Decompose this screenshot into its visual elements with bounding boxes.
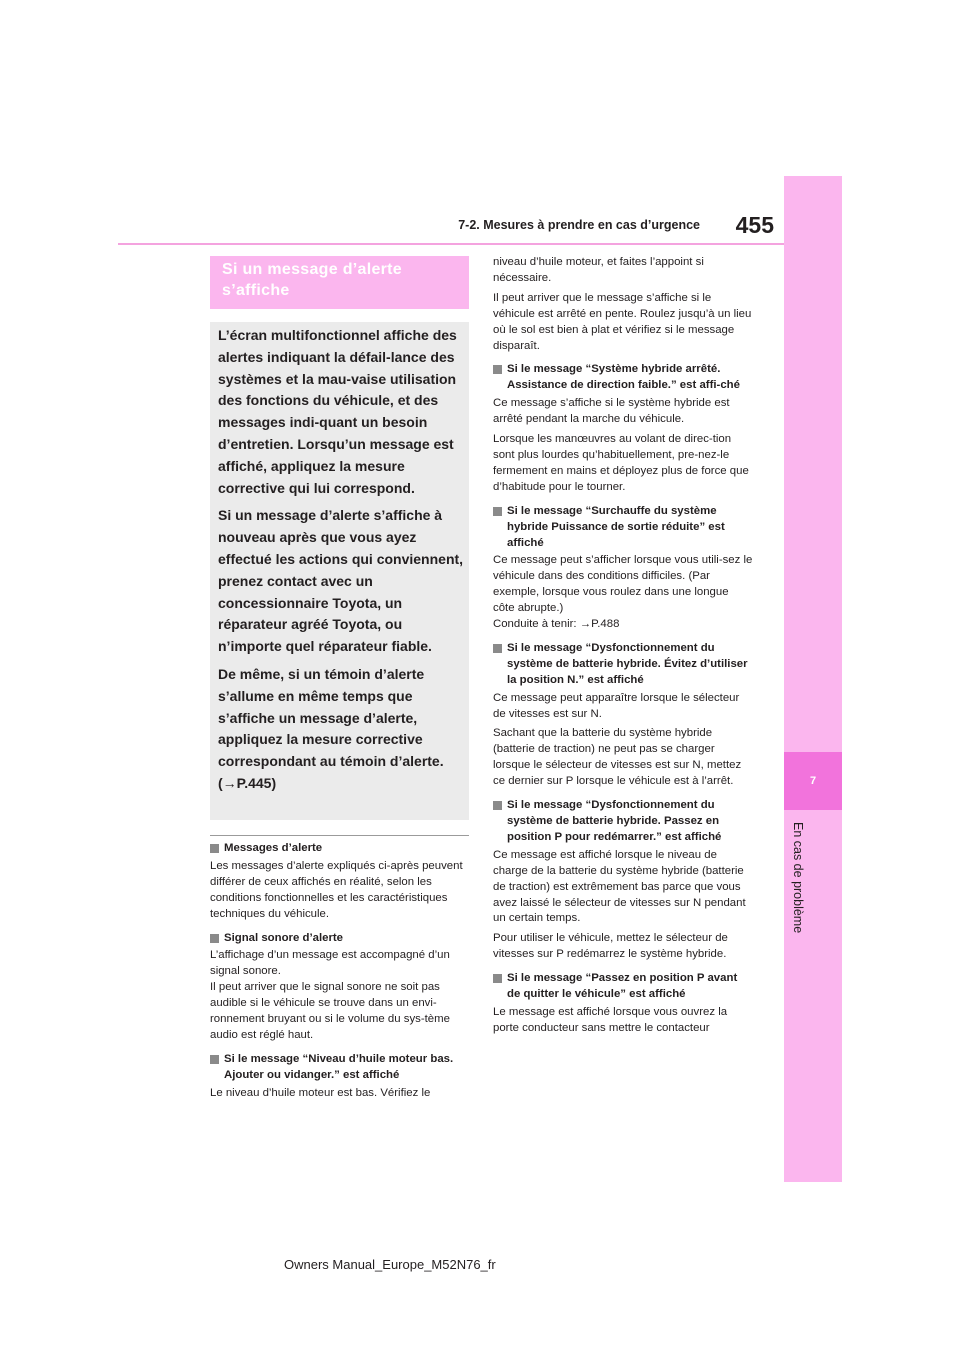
square-bullet-icon (210, 844, 219, 853)
square-bullet-icon (210, 934, 219, 943)
left-column (210, 841, 469, 1106)
chapter-number-badge: 7 (784, 752, 842, 810)
body-paragraph: Sachant que la batterie du système hybride (batterie de traction) ne peut pas se charger lorsque le sélecteur de vitesses est sur N, mettez ce dernier sur P lorsque le véhicule est à l’arrêt. (493, 727, 742, 788)
square-bullet-icon (493, 365, 502, 374)
body-paragraph: L’affichage d’un message est accompagné d’un signal sonore. (210, 949, 450, 978)
section-heading: Si le message “Dysfonctionnement du système de batterie hybride. Évitez d’utiliser la position N.” est affiché (493, 641, 753, 689)
body-paragraph: Pour utiliser le véhicule, mettez le sélecteur de vitesses sur P redémarrez le système hybride. (493, 932, 728, 961)
body-paragraph: Ce message peut s’afficher lorsque vous utili-sez le véhicule dans des conditions difficiles. (Par exemple, lorsque vous roulez dans une longue côte abrupte.) (493, 554, 753, 615)
body-paragraph: Ce message est affiché lorsque le niveau de charge de la batterie du système hybride (batterie de traction) est extrêmement bas parce que vous avez laissé le sélecteur de vitesses sur N pendant un certain temps. (493, 848, 746, 925)
body-paragraph: Le niveau d’huile moteur est bas. Vérifiez le (210, 1086, 431, 1099)
section-heading: Si le message “Surchauffe du système hybride Puissance de sortie réduite” est affiché (493, 504, 753, 552)
right-column (493, 255, 753, 1041)
intro-paragraph: Si un message d’alerte s’affiche à nouveau après que vous ayez effectué les actions qui conviennent, prenez contact avec un concessionnaire Toyota, un réparateur agréé Toyota, ou n’importe quel réparateur fiable. (218, 507, 464, 655)
section-heading: Si le message “Passez en position P avant de quitter le véhicule” est affiché (493, 971, 753, 1003)
page-number: 455 (735, 212, 774, 238)
body-paragraph: Il peut arriver que le signal sonore ne soit pas audible si le véhicule se trouve dans un envi-ronnement bruyant ou si le volume du sys-tème audio est réglé haut. (210, 981, 450, 1041)
body-paragraph: niveau d’huile moteur, et faites l’appoint si nécessaire. (493, 256, 704, 284)
body-paragraph: Lorsque les manœuvres au volant de direc-tion sont plus lourdes qu’habituellement, pre-nez-le fermement en mains et déployez plus de force que d’habitude pour le tourner. (493, 433, 749, 493)
section-title: 7-2. Mesures à prendre en cas d’urgence (458, 218, 700, 232)
footer-text: Owners Manual_Europe_M52N76_fr (284, 1257, 496, 1272)
column-divider (210, 835, 469, 836)
body-paragraph: Ce message s’affiche si le système hybride est arrêté pendant la marche du véhicule. (493, 397, 730, 426)
section-heading: Si le message “Niveau d’huile moteur bas. Ajouter ou vidanger.” est affiché (210, 1052, 469, 1084)
chapter-side-tab (784, 176, 842, 1182)
body-paragraph: Le message est affiché lorsque vous ouvrez la porte conducteur sans mettre le contacteur (493, 1005, 728, 1034)
body-paragraph: Les messages d’alerte expliqués ci-après peuvent différer de ceux affichés en réalité, selon les conditions fonctionnelles et les caractéristiques techniques du véhicule. (210, 859, 463, 920)
square-bullet-icon (493, 974, 502, 983)
page-title: Si un message d’alerte s’affiche (222, 261, 403, 299)
header-divider (118, 243, 784, 245)
body-paragraph: Conduite à tenir: →P.488 (493, 618, 620, 631)
body-paragraph: Il peut arriver que le message s’affiche si le véhicule est arrêté en pente. Roulez jusqu’à un lieu où le sol est bien à plat et vérifiez si le message disparaît. (493, 291, 752, 352)
section-heading: Si le message “Système hybride arrêté. Assistance de direction faible.” est affi-ché (493, 362, 753, 394)
square-bullet-icon (493, 644, 502, 653)
square-bullet-icon (493, 507, 502, 516)
chapter-title: En cas de problème (791, 822, 805, 934)
intro-paragraph: De même, si un témoin d’alerte s’allume en même temps que s’affiche un message d’alerte, appliquez la mesure corrective correspondant au témoin d’alerte. (→P.445) (218, 665, 444, 791)
square-bullet-icon (210, 1055, 219, 1064)
body-paragraph: Ce message peut apparaître lorsque le sélecteur de vitesses est sur N. (493, 691, 740, 720)
square-bullet-icon (493, 801, 502, 810)
intro-paragraph: L’écran multifonctionnel affiche des alertes indiquant la défail-lance des systèmes et la mau-vaise utilisation des fonctions du véhicule, et des messages indi-quant un besoin d’entretien. Lorsqu’un message est affiché, appliquez la mesure corrective qui lui correspond. (218, 327, 457, 496)
section-heading: Signal sonore d’alerte (210, 931, 469, 947)
section-heading: Messages d’alerte (210, 841, 469, 857)
intro-text (218, 325, 464, 801)
section-heading: Si le message “Dysfonctionnement du système de batterie hybride. Passez en position P pour redémarrer.” est affiché (493, 798, 753, 846)
